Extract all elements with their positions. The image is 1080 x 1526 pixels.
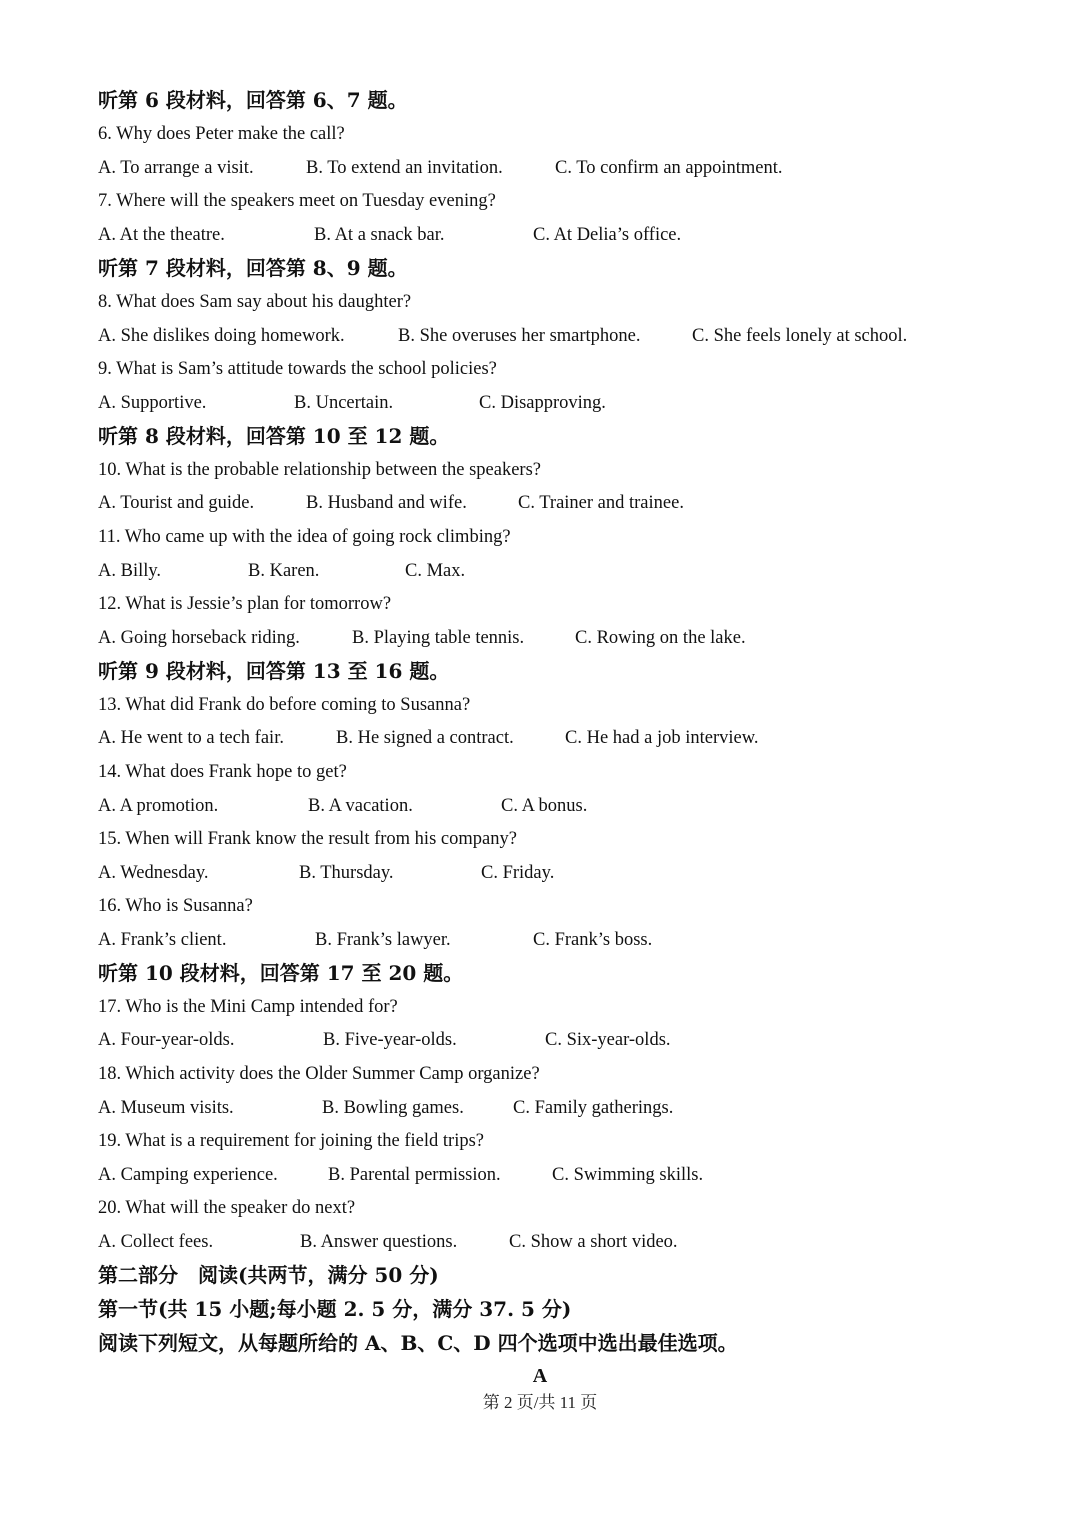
option-15c: C. Friday. bbox=[481, 863, 555, 883]
question-16: 16. Who is Susanna? bbox=[98, 896, 253, 916]
part2-instruction: 阅读下列短文，从每题所给的 A、B、C、D 四个选项中选出最佳选项。 bbox=[98, 1331, 738, 1355]
option-17a: A. Four-year-olds. bbox=[98, 1030, 235, 1050]
option-9b: B. Uncertain. bbox=[294, 393, 394, 413]
option-15b: B. Thursday. bbox=[299, 863, 394, 883]
question-17: 17. Who is the Mini Camp intended for? bbox=[98, 997, 398, 1017]
option-14a: A. A promotion. bbox=[98, 796, 219, 816]
part2-section1: 第一节(共 15 小题;每小题 2. 5 分，满分 37. 5 分) bbox=[98, 1297, 572, 1321]
question-8: 8. What does Sam say about his daughter? bbox=[98, 292, 412, 312]
option-17b: B. Five-year-olds. bbox=[323, 1030, 457, 1050]
option-13a: A. He went to a tech fair. bbox=[98, 728, 284, 748]
option-12c: C. Rowing on the lake. bbox=[575, 628, 746, 648]
option-11b: B. Karen. bbox=[248, 561, 320, 581]
option-12a: A. Going horseback riding. bbox=[98, 628, 300, 648]
option-18b: B. Bowling games. bbox=[322, 1098, 464, 1118]
option-8c: C. She feels lonely at school. bbox=[692, 326, 908, 346]
section-heading-6: 听第 6 段材料，回答第 6、7 题。 bbox=[98, 88, 408, 112]
passage-label: A bbox=[532, 1365, 548, 1387]
option-11c: C. Max. bbox=[405, 561, 466, 581]
question-12: 12. What is Jessie’s plan for tomorrow? bbox=[98, 594, 392, 614]
question-20: 20. What will the speaker do next? bbox=[98, 1198, 356, 1218]
option-19c: C. Swimming skills. bbox=[552, 1165, 704, 1185]
question-14: 14. What does Frank hope to get? bbox=[98, 762, 347, 782]
question-6: 6. Why does Peter make the call? bbox=[98, 124, 345, 144]
question-13: 13. What did Frank do before coming to Susanna? bbox=[98, 695, 471, 715]
option-6a: A. To arrange a visit. bbox=[98, 158, 254, 178]
option-8b: B. She overuses her smartphone. bbox=[398, 326, 641, 346]
option-9c: C. Disapproving. bbox=[479, 393, 606, 413]
option-7a: A. At the theatre. bbox=[98, 225, 225, 245]
option-14c: C. A bonus. bbox=[501, 796, 588, 816]
question-9: 9. What is Sam’s attitude towards the school policies? bbox=[98, 359, 497, 379]
question-15: 15. When will Frank know the result from his company? bbox=[98, 829, 517, 849]
option-16b: B. Frank’s lawyer. bbox=[315, 930, 451, 950]
option-7b: B. At a snack bar. bbox=[314, 225, 445, 245]
section-heading-9: 听第 9 段材料，回答第 13 至 16 题。 bbox=[98, 659, 450, 683]
page-footer: 第 2 页/共 11 页 bbox=[482, 1393, 598, 1412]
option-9a: A. Supportive. bbox=[98, 393, 207, 413]
option-10c: C. Trainer and trainee. bbox=[518, 493, 684, 513]
option-18a: A. Museum visits. bbox=[98, 1098, 234, 1118]
option-20a: A. Collect fees. bbox=[98, 1232, 214, 1252]
question-11: 11. Who came up with the idea of going rock climbing? bbox=[98, 527, 511, 547]
option-17c: C. Six-year-olds. bbox=[545, 1030, 671, 1050]
option-10b: B. Husband and wife. bbox=[306, 493, 467, 513]
question-19: 19. What is a requirement for joining the field trips? bbox=[98, 1131, 484, 1151]
option-10a: A. Tourist and guide. bbox=[98, 493, 255, 513]
question-7: 7. Where will the speakers meet on Tuesday evening? bbox=[98, 191, 496, 211]
part2-title: 第二部分 阅读(共两节，满分 50 分) bbox=[98, 1263, 439, 1287]
option-8a: A. She dislikes doing homework. bbox=[98, 326, 345, 346]
option-13b: B. He signed a contract. bbox=[336, 728, 514, 748]
question-10: 10. What is the probable relationship between the speakers? bbox=[98, 460, 541, 480]
option-19a: A. Camping experience. bbox=[98, 1165, 278, 1185]
section-heading-8: 听第 8 段材料，回答第 10 至 12 题。 bbox=[98, 424, 450, 448]
option-18c: C. Family gatherings. bbox=[513, 1098, 674, 1118]
option-13c: C. He had a job interview. bbox=[565, 728, 759, 748]
option-6c: C. To confirm an appointment. bbox=[555, 158, 783, 178]
option-14b: B. A vacation. bbox=[308, 796, 413, 816]
option-16a: A. Frank’s client. bbox=[98, 930, 227, 950]
option-20c: C. Show a short video. bbox=[509, 1232, 678, 1252]
option-6b: B. To extend an invitation. bbox=[306, 158, 503, 178]
option-16c: C. Frank’s boss. bbox=[533, 930, 653, 950]
option-19b: B. Parental permission. bbox=[328, 1165, 501, 1185]
option-20b: B. Answer questions. bbox=[300, 1232, 458, 1252]
section-heading-7: 听第 7 段材料，回答第 8、9 题。 bbox=[98, 256, 408, 280]
option-12b: B. Playing table tennis. bbox=[352, 628, 525, 648]
option-7c: C. At Delia’s office. bbox=[533, 225, 682, 245]
option-11a: A. Billy. bbox=[98, 561, 162, 581]
option-15a: A. Wednesday. bbox=[98, 863, 209, 883]
question-18: 18. Which activity does the Older Summer Camp organize? bbox=[98, 1064, 540, 1084]
section-heading-10: 听第 10 段材料，回答第 17 至 20 题。 bbox=[98, 961, 464, 985]
